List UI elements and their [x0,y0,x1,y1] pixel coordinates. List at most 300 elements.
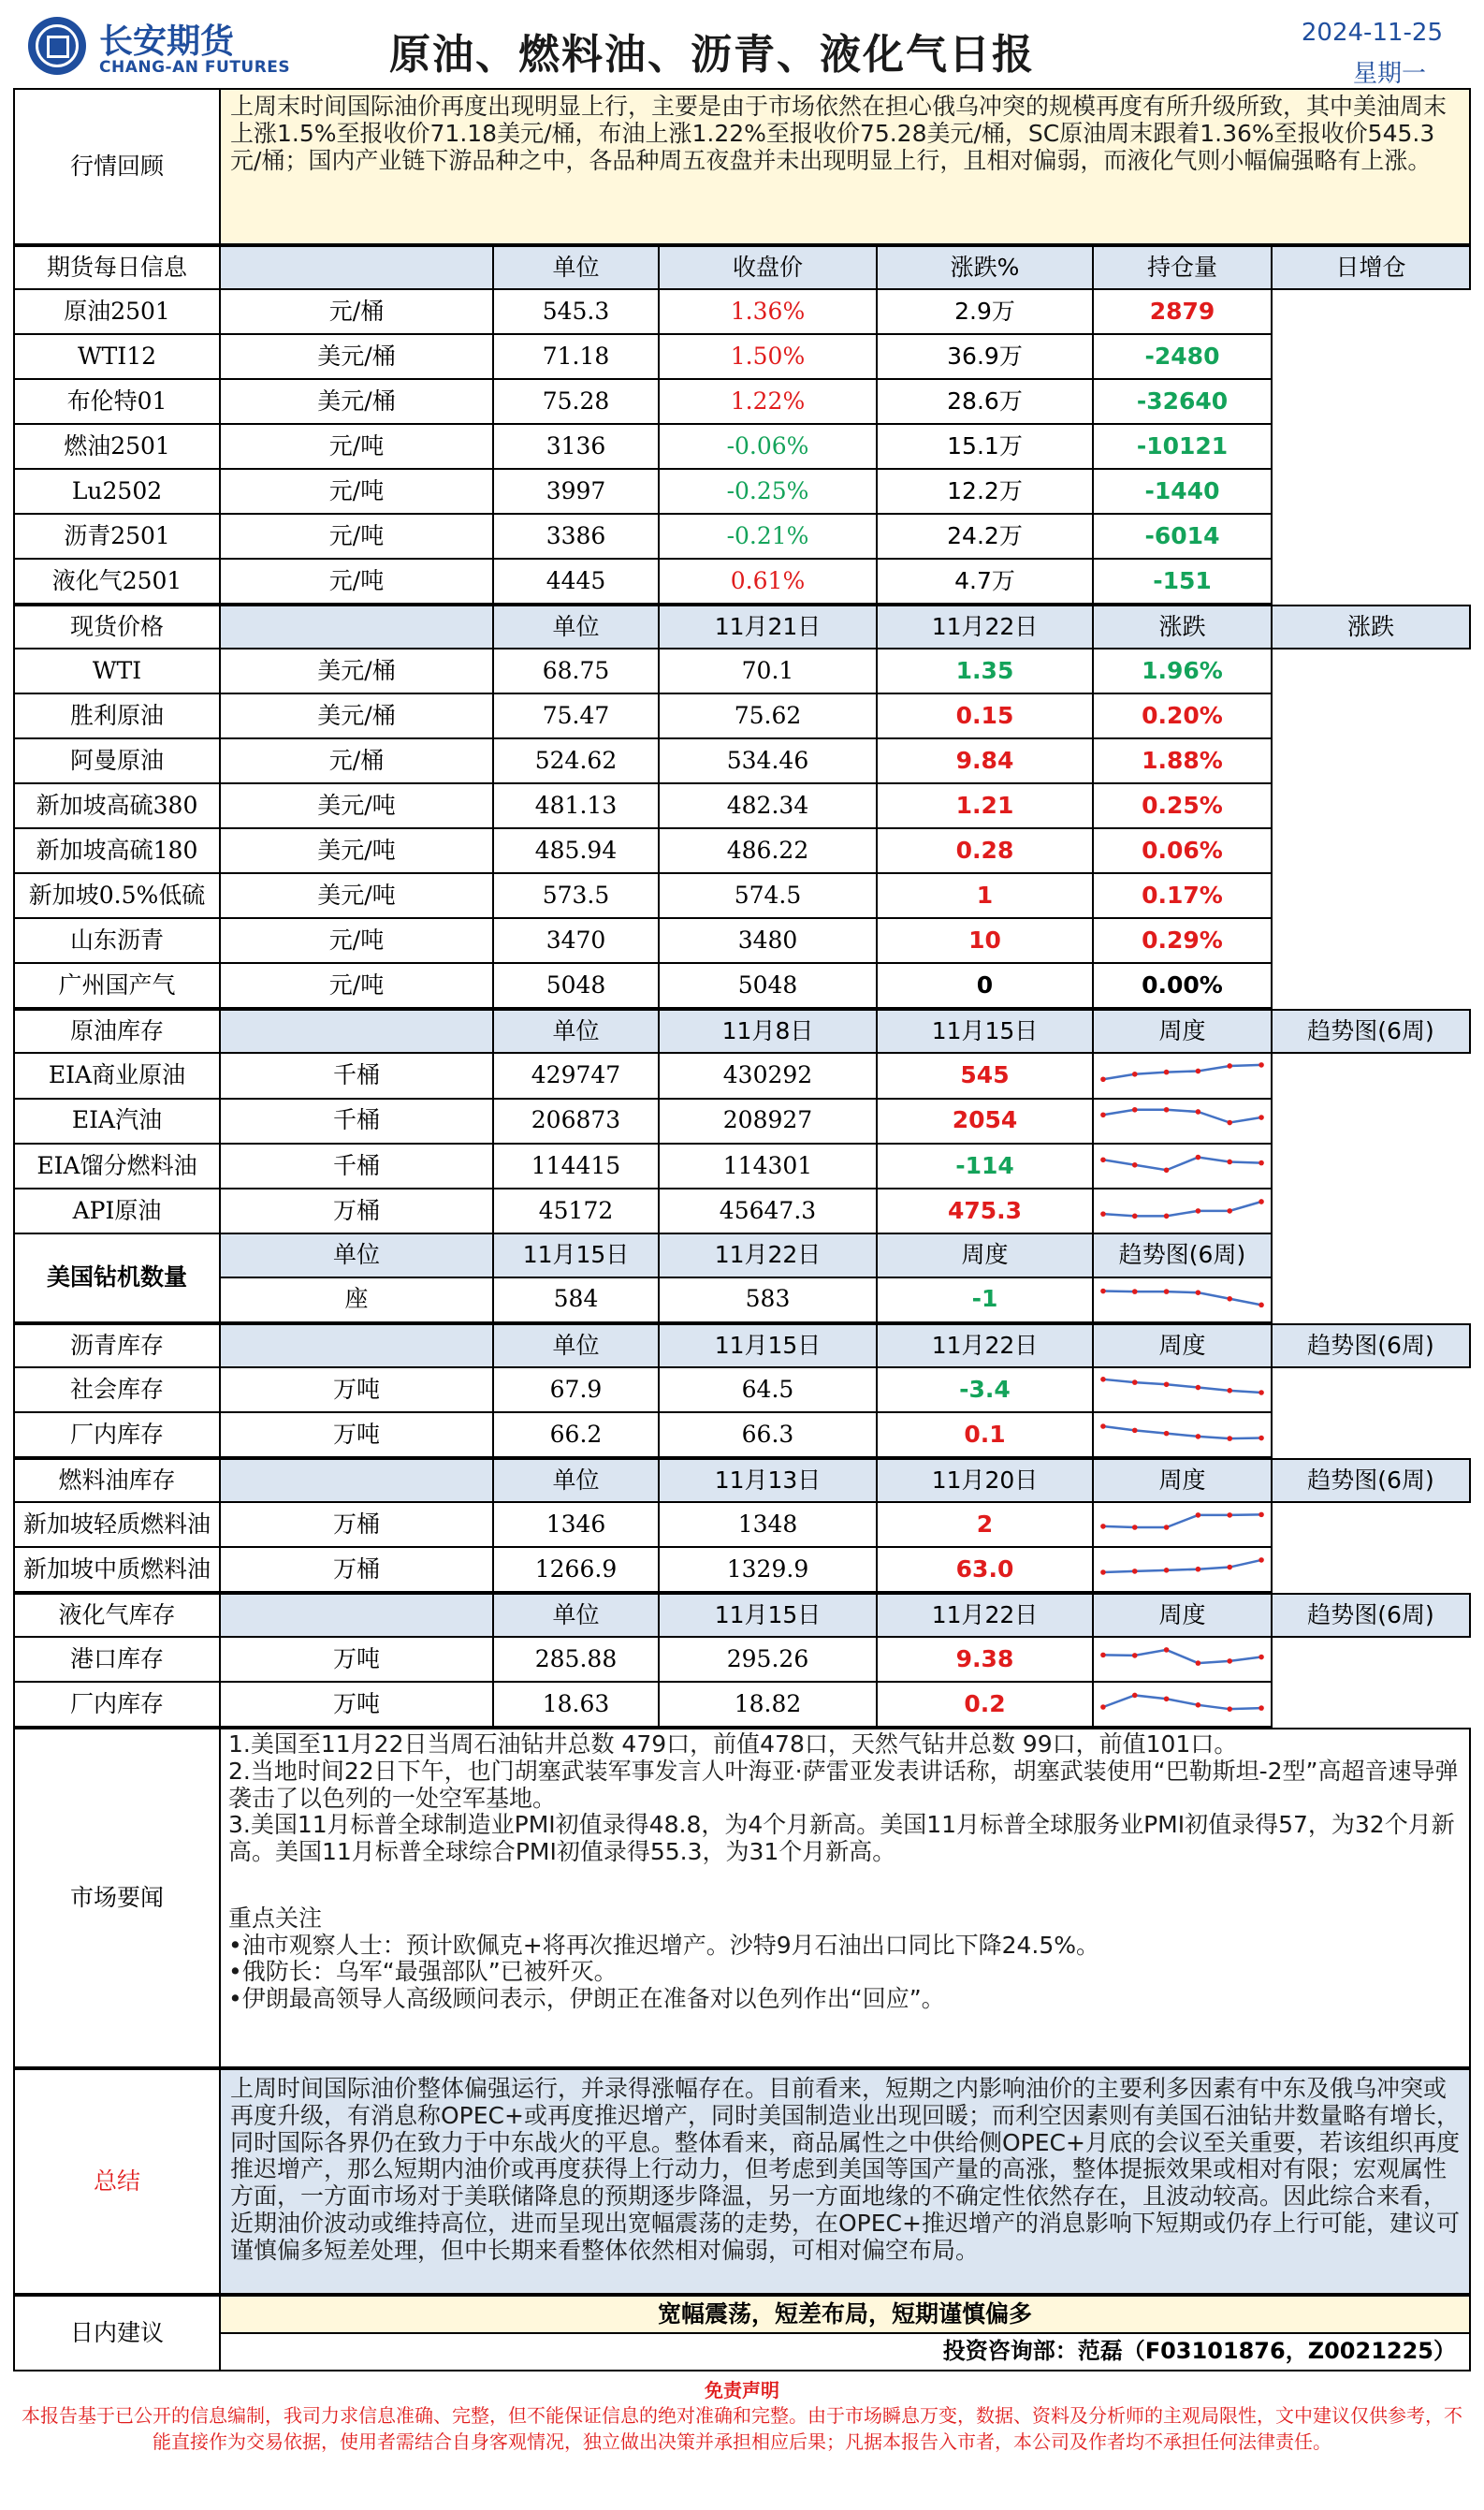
value-week1: 206873 [493,1099,659,1144]
trend-point-3 [1164,1214,1170,1219]
table-row [14,1412,1470,1457]
trend-line [1103,1202,1261,1216]
price-day1: 68.75 [493,649,659,693]
table-row [14,514,1470,559]
price-day1: 524.62 [493,738,659,783]
trend-point-4 [1196,1434,1201,1439]
unit: 元/吨 [220,514,493,559]
fuel-header-trend: 趋势图(6周) [1272,1459,1470,1502]
trend-line [1103,1157,1261,1170]
value-week2: 208927 [659,1099,877,1144]
table-row [14,1682,1470,1727]
unit: 美元/吨 [220,828,493,873]
close-price: 3136 [493,424,659,469]
trend-point-3 [1164,1289,1170,1294]
futures-header-blank [220,246,493,289]
unit: 美元/桶 [220,693,493,738]
change-pct: 0.25% [1093,783,1272,828]
lpg-header-d1: 11月15日 [659,1594,877,1637]
unit: 千桶 [220,1099,493,1144]
brand-name-cn: 长安期货 [99,22,235,61]
disclaimer [13,2373,1471,2504]
unit: 元/吨 [220,918,493,963]
spot-rows [14,649,1470,1008]
inventory-name: 港口库存 [14,1637,220,1682]
fuel-header-unit: 单位 [493,1459,659,1502]
value-week1: 66.2 [493,1412,659,1457]
change-pct: -0.25% [659,469,877,514]
table-row [14,873,1470,918]
trend-cell [1093,1099,1272,1144]
fuel-header-d2: 11月20日 [877,1459,1093,1502]
trend-point-4 [1196,1109,1201,1115]
contract-name: Lu2502 [14,469,220,514]
trend-point-3 [1164,1696,1170,1701]
trend-point-2 [1132,1072,1138,1077]
trend-cell [1093,1189,1272,1233]
value-week1: 1266.9 [493,1547,659,1592]
table-row [14,1189,1470,1233]
trend-point-1 [1100,1377,1106,1382]
asphalt-header-trend: 趋势图(6周) [1272,1324,1470,1367]
asphalt-header-unit: 单位 [493,1324,659,1367]
trend-line [1103,1291,1261,1305]
unit: 元/吨 [220,963,493,1008]
value-week1: 18.63 [493,1682,659,1727]
futures-header-doi: 日增仓 [1272,246,1470,289]
table-row [14,1144,1470,1189]
change-abs: 0 [877,963,1093,1008]
asphalt-header-d1: 11月15日 [659,1324,877,1367]
weekly-change: 2 [877,1502,1093,1547]
unit: 元/吨 [220,424,493,469]
asphalt-header-chg: 周度 [1093,1324,1272,1367]
trend-point-1 [1100,1653,1106,1658]
trend-cell [1093,1502,1272,1547]
news-section [13,1728,1471,2068]
trend-point-6 [1258,1160,1264,1166]
unit: 美元/桶 [220,379,493,424]
trend-point-4 [1196,1702,1201,1708]
report-date: 2024-11-25 [1301,19,1443,47]
unit: 美元/吨 [220,783,493,828]
inventory-name: EIA汽油 [14,1099,220,1144]
table-row [14,1637,1470,1682]
value-week1: 114415 [493,1144,659,1189]
trend-point-2 [1132,1214,1138,1219]
open-interest: 4.7万 [877,559,1093,604]
value-week2: 114301 [659,1144,877,1189]
price-day1: 75.47 [493,693,659,738]
trend-point-3 [1164,1647,1170,1653]
spot-header-unit: 单位 [493,606,659,649]
rig-header-chg: 周度 [877,1233,1093,1277]
trend-point-2 [1132,1289,1138,1294]
news-label: 市场要闻 [14,1729,220,2067]
asphalt-header-blank [220,1324,493,1367]
review-section [13,88,1471,245]
inventory-name: 新加坡中质燃料油 [14,1547,220,1592]
trend-sparkline [1094,1413,1271,1456]
futures-table [13,245,1471,605]
value-week2: 295.26 [659,1637,877,1682]
change-pct: 0.20% [1093,693,1272,738]
table-row [14,469,1470,514]
trend-point-3 [1164,1431,1170,1437]
trend-sparkline [1094,1548,1271,1591]
trend-point-6 [1258,1512,1264,1518]
trend-point-4 [1196,1290,1201,1295]
inventory-name: 新加坡轻质燃料油 [14,1502,220,1547]
table-row [14,1053,1470,1098]
trend-cell [1093,1547,1272,1592]
weekly-change: 9.38 [877,1637,1093,1682]
trend-point-6 [1258,1199,1264,1204]
trend-point-1 [1100,1157,1106,1162]
rig-unit: 座 [220,1277,493,1322]
trend-point-5 [1227,1658,1232,1664]
changan-logo-icon [28,17,86,75]
open-interest: 28.6万 [877,379,1093,424]
table-row [14,738,1470,783]
value-week2: 1348 [659,1502,877,1547]
unit: 千桶 [220,1144,493,1189]
spot-name: 新加坡高硫380 [14,783,220,828]
trend-point-1 [1100,1569,1106,1575]
unit: 美元/桶 [220,334,493,379]
trend-point-5 [1227,1706,1232,1712]
change-abs: 10 [877,918,1093,963]
open-interest: 15.1万 [877,424,1093,469]
trend-line [1103,1379,1261,1393]
trend-sparkline [1094,1100,1271,1143]
contract-name: 布伦特01 [14,379,220,424]
value-week2: 66.3 [659,1412,877,1457]
trend-point-4 [1196,1208,1201,1214]
futures-header-close: 收盘价 [659,246,877,289]
spot-name: 胜利原油 [14,693,220,738]
trend-point-5 [1227,1436,1232,1441]
change-pct: -0.21% [659,514,877,559]
trend-cell [1093,1367,1272,1412]
contract-name: 液化气2501 [14,559,220,604]
crude-header-chg: 周度 [1093,1010,1272,1053]
trend-point-1 [1100,1423,1106,1429]
trend-point-5 [1227,1565,1232,1570]
daily-oi-change: -32640 [1093,379,1272,424]
news-body [220,1729,1470,2067]
daily-oi-change: -6014 [1093,514,1272,559]
daily-oi-change: -1440 [1093,469,1272,514]
trend-cell [1093,1682,1272,1727]
weekly-change: -3.4 [877,1367,1093,1412]
daily-oi-change: -2480 [1093,334,1272,379]
fuel-inventory-label: 燃料油库存 [14,1459,220,1502]
spot-name: 新加坡高硫180 [14,828,220,873]
trend-point-3 [1164,1568,1170,1573]
futures-label: 期货每日信息 [14,246,220,289]
trend-point-6 [1258,1390,1264,1395]
rig-header-d1: 11月15日 [493,1233,659,1277]
trend-point-4 [1196,1567,1201,1572]
lpg-header-d2: 11月22日 [877,1594,1093,1637]
disclaimer-text: 本报告基于已公开的信息编制，我司力求信息准确、完整，但不能保证信息的绝对准确和完整。由于市场瞬息万变，数据、资料及分析师的主观局限性，文中建议仅供参考，不能直接作为交易依据，使用者需结合自身客观情况，独立做出决策并承担相应后果；凡据本报告入市者，本公司及作者均不承担任何法律责任。 [22,2404,1462,2453]
trend-sparkline [1094,1638,1271,1681]
contract-name: WTI12 [14,334,220,379]
summary-section [13,2068,1471,2295]
crude-header-blank [220,1010,493,1053]
value-week2: 1329.9 [659,1547,877,1592]
asphalt-header-d2: 11月22日 [877,1324,1093,1367]
table-row [14,828,1470,873]
rig-header-unit: 单位 [220,1233,493,1277]
change-abs: 1.35 [877,649,1093,693]
table-row [14,1502,1470,1547]
price-day2: 3480 [659,918,877,963]
price-day2: 482.34 [659,783,877,828]
value-week2: 430292 [659,1053,877,1098]
trend-point-6 [1258,1436,1264,1441]
brand-name-en: CHANG-AN FUTURES [99,58,291,77]
contract-name: 燃油2501 [14,424,220,469]
unit: 万桶 [220,1547,493,1592]
spot-header-pct: 涨跌 [1272,606,1470,649]
value-week1: 429747 [493,1053,659,1098]
trend-point-5 [1227,1063,1232,1069]
trend-point-5 [1227,1296,1232,1302]
trend-point-2 [1132,1162,1138,1168]
open-interest: 2.9万 [877,289,1093,334]
trend-cell [1093,1637,1272,1682]
price-day2: 486.22 [659,828,877,873]
price-day1: 3470 [493,918,659,963]
trend-point-5 [1227,1512,1232,1518]
trend-line [1103,1065,1261,1079]
spot-name: 山东沥青 [14,918,220,963]
news-item-3: 3.美国11月标普全球制造业PMI初值录得48.8，为4个月新高。美国11月标普全球服务业PMI初值录得57，为32个月新高。美国11月标普全球综合PMI初值录得55.3，为31个月新高。 [228,1811,1455,1865]
trend-point-5 [1227,1159,1232,1164]
focus-item-2: •俄防长：乌军“最强部队”已被歼灭。 [228,1958,618,1986]
trend-sparkline [1094,1503,1271,1546]
report-header [24,13,1460,86]
spot-name: 新加坡0.5%低硫 [14,873,220,918]
crude-header-d2: 11月15日 [877,1010,1093,1053]
price-day2: 75.62 [659,693,877,738]
crude-inventory-label: 原油库存 [14,1010,220,1053]
contract-name: 沥青2501 [14,514,220,559]
unit: 万吨 [220,1412,493,1457]
crude-inventory-table [13,1009,1471,1323]
trend-point-3 [1164,1167,1170,1173]
unit: 元/吨 [220,559,493,604]
weekly-change: 545 [877,1053,1093,1098]
table-row [14,1099,1470,1144]
change-abs: 0.15 [877,693,1093,738]
daily-oi-change: 2879 [1093,289,1272,334]
trend-line [1103,1560,1261,1572]
advice-text: 宽幅震荡，短差布局，短期谨慎偏多 [220,2296,1470,2333]
unit: 万吨 [220,1682,493,1727]
change-abs: 1.21 [877,783,1093,828]
trend-point-3 [1164,1381,1170,1387]
price-day1: 5048 [493,963,659,1008]
value-week1: 67.9 [493,1367,659,1412]
change-abs: 1 [877,873,1093,918]
trend-point-4 [1196,1155,1201,1160]
trend-line [1103,1426,1261,1438]
trend-point-2 [1132,1107,1138,1113]
lpg-header-unit: 单位 [493,1594,659,1637]
value-week2: 64.5 [659,1367,877,1412]
inventory-name: 社会库存 [14,1367,220,1412]
contract-name: 原油2501 [14,289,220,334]
weekly-change: -114 [877,1144,1093,1189]
open-interest: 12.2万 [877,469,1093,514]
consultant: 投资咨询部：范磊（F03101876，Z0021225） [220,2333,1470,2371]
trend-point-1 [1100,1288,1106,1293]
asphalt-inventory-label: 沥青库存 [14,1324,220,1367]
news-item-2: 2.当地时间22日下午，也门胡塞武装军事发言人叶海亚·萨雷亚发表讲话称，胡塞武装使用“巴勒斯坦-2型”高超音速导弹袭击了以色列的一处空军基地。 [228,1757,1459,1812]
change-pct: 1.36% [659,289,877,334]
futures-header-oi: 持仓量 [1093,246,1272,289]
table-row [14,783,1470,828]
inventory-name: 厂内库存 [14,1682,220,1727]
lpg-rows [14,1637,1470,1727]
change-pct: 1.96% [1093,649,1272,693]
trend-point-1 [1100,1211,1106,1217]
price-day1: 573.5 [493,873,659,918]
inventory-name: EIA商业原油 [14,1053,220,1098]
trend-point-1 [1100,1077,1106,1083]
trend-point-6 [1258,1062,1264,1068]
change-pct: 1.88% [1093,738,1272,783]
change-pct: 1.50% [659,334,877,379]
trend-point-2 [1132,1428,1138,1434]
summary-text: 上周时间国际油价整体偏强运行，并录得涨幅存在。目前看来，短期之内影响油价的主要利多因素有中东及俄乌冲突或再度升级，有消息称OPEC+或再度推迟增产，同时美国制造业出现回暖；而利空因素则有美国石油钻井数量略有增长，同时国际各界仍在致力于中东战火的平息。整体看来，商品属性之中供给侧OPEC+月底的会议至关重要，若该组织再度推迟增产，那么短期内油价或再度获得上行动力，但考虑到美国等国产量的高涨，整体提振效果或相对有限；宏观属性方面，一方面市场对于美联储降息的预期逐步降温，另一方面地缘的不确定性依然存在，且波动较高。因此综合来看，近期油价波动或维持高位，进而呈现出宽幅震荡的走势，在OPEC+推迟增产的消息影响下短期或仍存上行可能，建议可谨慎偏多短差处理，但中长期来看整体依然相对偏弱，可相对偏空布局。 [220,2069,1470,2294]
fuel-header-blank [220,1459,493,1502]
futures-header-chg: 涨跌% [877,246,1093,289]
crude-header-trend: 趋势图(6周) [1272,1010,1470,1053]
trend-line [1103,1514,1261,1527]
table-row [14,693,1470,738]
change-pct: 0.61% [659,559,877,604]
trend-line [1103,1109,1261,1122]
close-price: 3386 [493,514,659,559]
trend-sparkline [1094,1054,1271,1097]
rig-change: -1 [877,1277,1093,1322]
price-day2: 5048 [659,963,877,1008]
price-day2: 534.46 [659,738,877,783]
trend-point-4 [1196,1512,1201,1518]
trend-point-6 [1258,1302,1264,1307]
table-row [14,918,1470,963]
review-text: 上周末时间国际油价再度出现明显上行，主要是由于市场依然在担心俄乌冲突的规模再度有所升级所致，其中美油周末上涨1.5%至报收价71.18美元/桶，布油上涨1.22%至报收价75.28美元/桶，SC原油周末跟着1.36%至报收价545.3元/桶；国内产业链下游品种之中，各品种周五夜盘并未出现明显上行，且相对偏弱，而液化气则小幅偏强略有上涨。 [220,89,1470,244]
trend-line [1103,1650,1261,1663]
unit: 万桶 [220,1189,493,1233]
change-abs: 9.84 [877,738,1093,783]
spot-table [13,605,1471,1009]
weekly-change: 0.1 [877,1412,1093,1457]
trend-point-2 [1132,1379,1138,1385]
trend-point-3 [1164,1107,1170,1113]
trend-point-5 [1227,1388,1232,1394]
weekly-change: 63.0 [877,1547,1093,1592]
report-title: 原油、燃料油、沥青、液化气日报 [389,31,1035,79]
focus-title: 重点关注 [228,1904,323,1932]
rig-header-d2: 11月22日 [659,1233,877,1277]
table-row [14,424,1470,469]
trend-point-6 [1258,1115,1264,1120]
lpg-header-blank [220,1594,493,1637]
rig-trend-cell [1093,1277,1272,1322]
price-day2: 574.5 [659,873,877,918]
trend-point-1 [1100,1112,1106,1117]
futures-header-unit: 单位 [493,246,659,289]
spot-header-d2: 11月22日 [877,606,1093,649]
rig-d2: 583 [659,1277,877,1322]
spot-label: 现货价格 [14,606,220,649]
trend-sparkline [1094,1189,1271,1233]
unit: 元/吨 [220,469,493,514]
report-weekday: 星期一 [1352,60,1426,88]
close-price: 4445 [493,559,659,604]
trend-cell [1093,1053,1272,1098]
change-pct: 0.17% [1093,873,1272,918]
close-price: 71.18 [493,334,659,379]
advice-section [13,2295,1471,2371]
advice-label: 日内建议 [14,2296,220,2371]
table-row [14,289,1470,334]
summary-label: 总结 [14,2069,220,2294]
trend-point-2 [1132,1525,1138,1530]
change-pct: 0.29% [1093,918,1272,963]
value-week1: 1346 [493,1502,659,1547]
spot-header-blank [220,606,493,649]
disclaimer-title: 免责声明 [705,2379,779,2401]
lpg-inventory-label: 液化气库存 [14,1594,220,1637]
weekly-change: 0.2 [877,1682,1093,1727]
trend-point-2 [1132,1693,1138,1699]
trend-sparkline [1094,1683,1271,1726]
close-price: 75.28 [493,379,659,424]
trend-point-4 [1196,1069,1201,1074]
trend-point-6 [1258,1655,1264,1660]
unit: 元/桶 [220,738,493,783]
unit: 万吨 [220,1637,493,1682]
price-day2: 70.1 [659,649,877,693]
trend-point-4 [1196,1660,1201,1666]
lpg-header-chg: 周度 [1093,1594,1272,1637]
trend-point-5 [1227,1119,1232,1125]
rig-count-name: 美国钻机数量 [14,1233,220,1322]
asphalt-inventory-table [13,1323,1471,1458]
spot-name: 阿曼原油 [14,738,220,783]
trend-cell [1093,1144,1272,1189]
trend-cell [1093,1412,1272,1457]
trend-point-2 [1132,1653,1138,1658]
focus-item-1: •油市观察人士：预计欧佩克+将再次推迟增产。沙特9月石油出口同比下降24.5%。 [228,1931,1100,1959]
unit: 万吨 [220,1367,493,1412]
table-row [14,334,1470,379]
review-label: 行情回顾 [14,89,220,244]
unit: 万桶 [220,1502,493,1547]
inventory-name: EIA馏分燃料油 [14,1144,220,1189]
unit: 美元/桶 [220,649,493,693]
trend-sparkline [1094,1145,1271,1188]
change-pct: 0.00% [1093,963,1272,1008]
table-row [14,963,1470,1008]
inventory-name: 厂内库存 [14,1412,220,1457]
